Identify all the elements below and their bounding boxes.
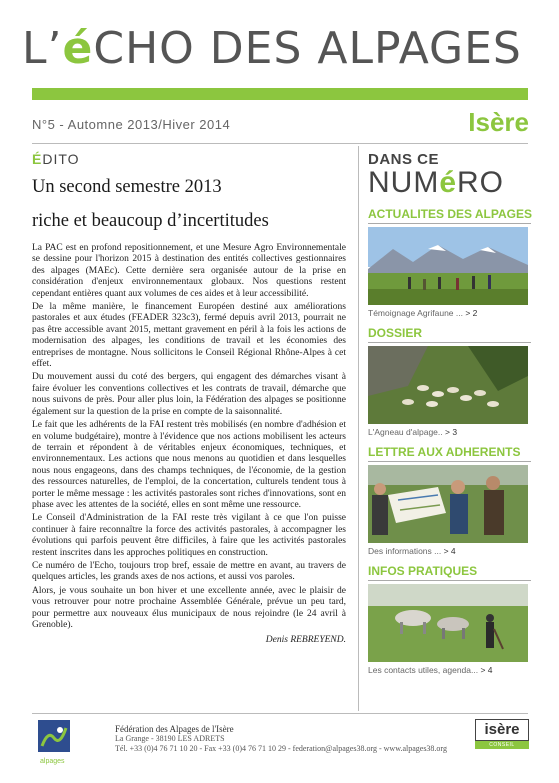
page-ref: > 2: [465, 308, 478, 318]
edito-signature: Denis REBREYEND.: [265, 635, 346, 646]
masthead-title-accent: é: [62, 23, 94, 74]
footer-logo-text: alpages: [40, 758, 65, 765]
edito-label-rest: DITO: [42, 151, 80, 167]
sidebar-numero: [368, 167, 531, 199]
section-dossier[interactable]: [368, 326, 531, 437]
numero-post: RO: [457, 166, 505, 199]
caption-text: L'Agneau d'alpage..: [368, 427, 443, 437]
federation-logo-icon: [38, 720, 70, 760]
section-caption: [368, 427, 531, 437]
caption-text: Des informations ...: [368, 546, 442, 556]
footer-divider: [32, 713, 528, 714]
page-ref: > 4: [480, 665, 493, 675]
page-ref: > 3: [445, 427, 458, 437]
masthead-title: [22, 14, 537, 84]
masthead-title-pre: L’: [22, 23, 63, 74]
section-title: ACTUALITES DES ALPAGES: [368, 207, 531, 224]
edito-paragraph: La PAC est en profond repositionnement, et une Mesure Agro Environnementale se dessine pour l'horizon 2015 à destination des entités collectives gestionnaires des alpages (MAEc). Cette dernière sera organisée autour de la prise en considération d'enjeux environnementaux globaux. Nos questions restent cependant entières quant aux volumes de ces aides et à leur accessibilité.: [32, 243, 346, 299]
photo-sheep-flock: [368, 346, 528, 424]
section-title: LETTRE AUX ADHERENTS: [368, 445, 531, 462]
section-lettre[interactable]: [368, 445, 531, 556]
photo-cows-pasture: [368, 584, 528, 662]
edito-body: [32, 243, 346, 647]
edito-paragraph: Du mouvement aussi du coté des bergers, qui engagent des démarches visant à faire évoluer les conventions collectives et les contrats de travail, démarche que nous suivons de près. Pour aller plus loin, la Fédération des alpages se positionne également sur la question de la prise en compte de la saisonnalité.: [32, 372, 346, 417]
region-name: Isère: [468, 107, 529, 137]
section-caption: [368, 308, 531, 318]
edito-label: [32, 151, 80, 167]
masthead-title-post: CHO DES ALPAGES: [93, 23, 522, 74]
section-infos[interactable]: [368, 564, 531, 675]
section-actualites[interactable]: [368, 207, 531, 318]
column-divider: [358, 146, 359, 711]
isere-logo-subtitle: CONSEIL GÉNÉRAL: [475, 741, 529, 749]
numero-accent: é: [439, 166, 458, 199]
edito-paragraph: Le fait que les adhérents de la FAI restent très mobilisés (en nombre d'adhésion et en volume budgétaire), montre à l'évidence que nos actions mobilisent les acteurs de terrain et répondent à de véritables enjeux économiques, techniques, et environnementaux. Les actions que nous menons au quotidien et dans lesquelles nous nous engageons, dans des champs techniques, de l'économie, de la gestion des ressources naturelles, de l'emploi, de la concertation, culturels tendent tous à porter le même message : les activités pastorales sont riches d'innovations, sont en phase avec les attentes de la société, elles en sont même une ressource.: [32, 420, 346, 510]
page-ref: > 4: [443, 546, 456, 556]
caption-text: Les contacts utiles, agenda...: [368, 665, 479, 675]
footer-contact-line: Tél. +33 (0)4 76 71 10 20 - Fax +33 (0)4 76 71 10 29 - federation@alpages38.org - www.alpages38.org: [115, 744, 447, 753]
issue-number: N°5 - Automne 2013/Hiver 2014: [32, 117, 231, 132]
isere-logo: isère: [475, 719, 529, 741]
caption-text: Témoignage Agrifaune ...: [368, 308, 463, 318]
headline-line-1: Un second semestre 2013: [32, 177, 222, 197]
numero-pre: NUM: [368, 166, 440, 199]
headline-line-2: riche et beaucoup d’incertitudes: [32, 211, 269, 231]
section-caption: [368, 665, 531, 675]
header-divider: [32, 143, 528, 144]
footer-org: Fédération des Alpages de l'Isère: [115, 724, 234, 734]
edito-headline: [32, 170, 347, 238]
section-caption: [368, 546, 531, 556]
photo-people-map: [368, 465, 528, 543]
edito-paragraph: Le Conseil d'Administration de la FAI reste très vigilant à ce que l'on puisse continuer à faire reconnaître la force des activités pastorales, à accompagner les évolutions qui parfois peuvent être difficiles, à faire que les activités pastorales restent inscrites dans les approches politiques en construction.: [32, 513, 346, 558]
edito-paragraph: De la même manière, le financement Européen destiné aux améliorations pastorales et aux études (FEADER 323c3), fermé depuis avril 2013, pourrait ne pas être accessible avant 2015, mettant gravement en péril à la fois les actions de modernisation des alpages, les conditions de travail et les économies des entreprises de montagne. Nous sollicitons le Conseil Régional Rhône-Alpes à cet effet.: [32, 302, 346, 370]
sidebar-heading: DANS CE: [368, 151, 440, 168]
edito-label-accent: É: [32, 151, 43, 167]
edito-paragraph: Ce numéro de l'Echo, toujours trop bref, essaie de mettre en avant, au travers de quelques articles, les grands axes de nos actions, et aussi vos paroles.: [32, 560, 346, 583]
sidebar-contents: [368, 152, 531, 675]
section-title: DOSSIER: [368, 326, 531, 343]
footer-contact: [115, 724, 465, 754]
masthead-bar: [32, 88, 528, 100]
edito-paragraph: Alors, je vous souhaite un bon hiver et une excellente année, avec le plaisir de vous retrouver pour notre prochaine Assemblée Générale, prévue un peu tard, pour permettre aux nouveaux élus municipaux de nous rejoindre (le 24 avril à Grenoble).: [32, 585, 346, 630]
footer-address: La Grange - 38190 LES ADRETS: [115, 734, 225, 743]
photo-mountain-hikers: [368, 227, 528, 305]
section-title: INFOS PRATIQUES: [368, 564, 531, 581]
